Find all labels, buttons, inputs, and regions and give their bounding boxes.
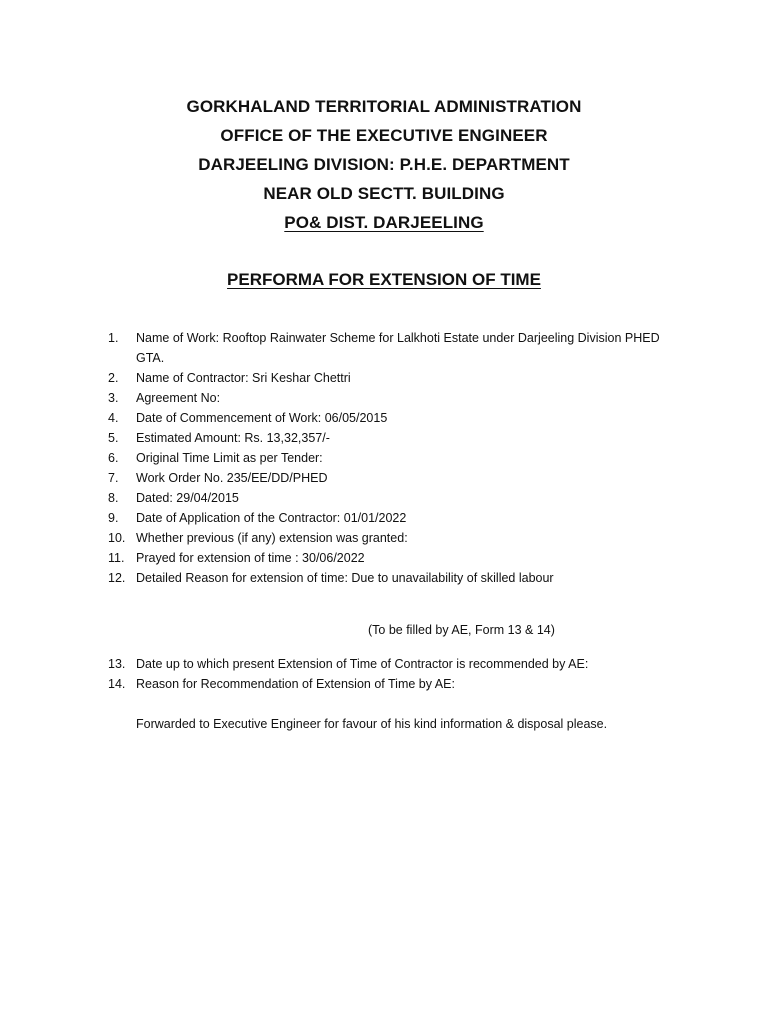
list-item bbox=[108, 388, 678, 408]
document-title: PERFORMA FOR EXTENSION OF TIME bbox=[227, 270, 541, 289]
item-text: Name of Contractor: Sri Keshar Chettri bbox=[136, 371, 351, 385]
item-text: Date of Application of the Contractor: 01/01/2022 bbox=[136, 511, 407, 525]
item-number: 12. bbox=[108, 571, 126, 585]
list-item bbox=[108, 408, 678, 428]
ae-list bbox=[108, 654, 678, 694]
item-number: 8. bbox=[108, 491, 119, 505]
ae-fill-note: (To be filled by AE, Form 13 & 14) bbox=[368, 623, 555, 637]
item-text: Detailed Reason for extension of time: Due to unavailability of skilled labour bbox=[136, 571, 554, 585]
item-text: Date up to which present Extension of Time of Contractor is recommended by AE: bbox=[136, 657, 589, 671]
item-text: Whether previous (if any) extension was granted: bbox=[136, 531, 408, 545]
item-number: 5. bbox=[108, 431, 119, 445]
list-item bbox=[108, 428, 678, 448]
list-item bbox=[108, 468, 678, 488]
item-number: 2. bbox=[108, 371, 119, 385]
list-item bbox=[108, 674, 678, 694]
forwarding-note: Forwarded to Executive Engineer for favour of his kind information & disposal please. bbox=[136, 717, 608, 731]
item-number: 4. bbox=[108, 411, 119, 425]
header-line-division: DARJEELING DIVISION: P.H.E. DEPARTMENT bbox=[198, 155, 570, 174]
header-line-org: GORKHALAND TERRITORIAL ADMINISTRATION bbox=[186, 97, 582, 116]
item-number: 10. bbox=[108, 531, 126, 545]
list-item bbox=[108, 448, 678, 468]
list-item bbox=[108, 368, 678, 388]
item-text: Prayed for extension of time : 30/06/2022 bbox=[136, 551, 365, 565]
list-item bbox=[108, 488, 678, 508]
list-item bbox=[108, 568, 678, 588]
list-item bbox=[108, 328, 678, 368]
item-number: 7. bbox=[108, 471, 119, 485]
item-number: 3. bbox=[108, 391, 119, 405]
item-number: 1. bbox=[108, 331, 119, 345]
item-text: Name of Work: Rooftop Rainwater Scheme for Lalkhoti Estate under Darjeeling Division PHED GTA. bbox=[136, 331, 660, 365]
item-number: 9. bbox=[108, 511, 119, 525]
item-text: Work Order No. 235/EE/DD/PHED bbox=[136, 471, 328, 485]
item-text: Date of Commencement of Work: 06/05/2015 bbox=[136, 411, 388, 425]
item-text: Dated: 29/04/2015 bbox=[136, 491, 239, 505]
list-item bbox=[108, 508, 678, 528]
item-number: 14. bbox=[108, 677, 126, 691]
letterhead bbox=[0, 93, 768, 238]
item-text: Estimated Amount: Rs. 13,32,357/- bbox=[136, 431, 330, 445]
item-text: Original Time Limit as per Tender: bbox=[136, 451, 323, 465]
list-item bbox=[108, 528, 678, 548]
list-item bbox=[108, 654, 678, 674]
item-text: Reason for Recommendation of Extension of Time by AE: bbox=[136, 677, 455, 691]
item-number: 6. bbox=[108, 451, 119, 465]
form-list bbox=[108, 328, 678, 588]
header-line-address: NEAR OLD SECTT. BUILDING bbox=[263, 184, 505, 203]
header-line-office: OFFICE OF THE EXECUTIVE ENGINEER bbox=[220, 126, 548, 145]
item-text: Agreement No: bbox=[136, 391, 221, 405]
item-number: 11. bbox=[108, 551, 125, 565]
list-item bbox=[108, 548, 678, 568]
item-number: 13. bbox=[108, 657, 126, 671]
header-line-district: PO& DIST. DARJEELING bbox=[284, 213, 484, 232]
